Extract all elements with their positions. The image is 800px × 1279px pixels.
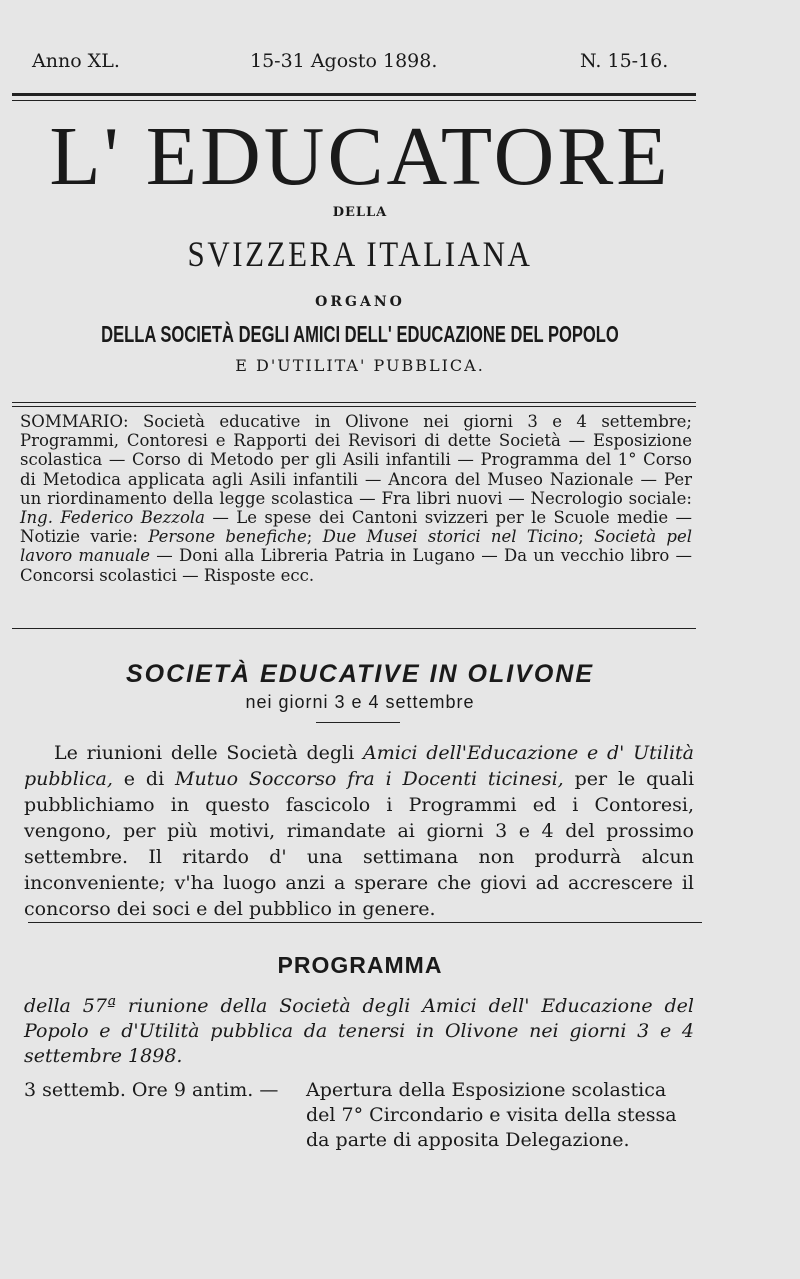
section-subheading: nei giorni 3 e 4 settembre: [245, 692, 475, 712]
journal-subtitle: SVIZZERA ITALIANA: [187, 234, 533, 274]
sommario-label: SOMMARIO:: [20, 412, 129, 431]
sommario-bottom-rule: [12, 628, 696, 629]
paragraph-italic-d: Mutuo Soccorso fra i Docenti ticinesi,: [175, 768, 564, 790]
schedule-time: 3 settemb. Ore 9 antim. —: [24, 1079, 279, 1101]
issue-header: [32, 50, 680, 76]
sommario-text-2: — Le spese dei Cantoni svizzeri per le Scuole medie — Notizie varie:: [20, 508, 692, 547]
header-rule-thin: [12, 100, 696, 101]
sommario-italic-2: Persone benefiche: [148, 527, 307, 547]
masthead-organo: ORGANO: [315, 294, 405, 310]
society-name: DELLA SOCIETÀ DEGLI AMICI DELL' EDUCAZIONE DEL POPOLO: [101, 321, 619, 347]
sommario-top-rule-2: [12, 406, 696, 407]
sommario-text-1: Società educative in Olivone nei giorni 3 e 4 settembre; Programmi, Contoresi e Rapporti dei Revisori di dette Società — Esposizione scolastica — Corso di Metodo per gli Asili infantili — Programma del 1° Corso di Metodica applicata agli Asili infantili — Ancora del Museo Nazionale — Per un riordinamento della legge scolastica — Fra libri nuovi — Necrologio sociale:: [20, 412, 692, 508]
paragraph-italic-b: Amici dell'Educazione e d' Utilità pubblica,: [24, 742, 694, 790]
table-of-contents: [20, 412, 692, 585]
journal-title: L' EDUCATORE: [49, 110, 671, 203]
masthead-della: DELLA: [332, 205, 388, 220]
issue-date: 15-31 Agosto 1898.: [250, 50, 438, 72]
paragraph-text-c: e di: [123, 768, 165, 790]
society-publica: E D'UTILITA' PUBBLICA.: [235, 356, 485, 375]
section-heading: SOCIETÀ EDUCATIVE IN OLIVONE: [125, 660, 595, 688]
sommario-sep-2: ;: [578, 527, 584, 547]
volume-label: Anno XL.: [32, 50, 120, 72]
schedule-line-1: Apertura della Esposizione scolastica: [306, 1079, 667, 1101]
section-paragraph: [24, 740, 694, 922]
schedule-line-3: da parte di apposita Delegazione.: [306, 1129, 630, 1151]
schedule-line-2: del 7° Circondario e visita della stessa: [306, 1104, 677, 1126]
sommario-top-rule: [12, 402, 696, 403]
schedule-description: [306, 1078, 704, 1153]
programma-heading: PROGRAMMA: [277, 952, 443, 978]
header-rule-thick: [12, 93, 696, 96]
sommario-sep-1: ;: [306, 527, 313, 547]
sommario-italic-1: Ing. Federico Bezzola: [20, 508, 206, 528]
paragraph-text-a: Le riunioni delle Società degli: [54, 742, 355, 764]
section-short-rule: [316, 722, 400, 723]
sommario-italic-4: Società pel lavoro manuale: [20, 527, 693, 566]
issue-number: N. 15-16.: [580, 50, 669, 72]
section-bottom-rule: [28, 922, 702, 923]
sommario-italic-3: Due Musei storici nel Ticino: [322, 527, 579, 547]
sommario-text-3: — Doni alla Libreria Patria in Lugano — Da un vecchio libro — Concorsi scolastici — Risposte ecc.: [20, 546, 692, 585]
programma-intro: della 57ª riunione della Società degli Amici dell' Educazione del Popolo e d'Utilità pubblica da tenersi in Olivone nei giorni 3 e 4 settembre 1898.: [24, 995, 694, 1067]
paragraph-text-e: per le quali pubblichiamo in questo fascicolo i Programmi ed i Contoresi, vengono, per più motivi, rimandate ai giorni 3 e 4 del prossimo settembre. Il ritardo d' una settimana non produrrà alcun inconveniente; v'ha luogo anzi a sperare che giovi ad accrescere il concorso dei soci e del pubblico in genere.: [24, 768, 695, 920]
